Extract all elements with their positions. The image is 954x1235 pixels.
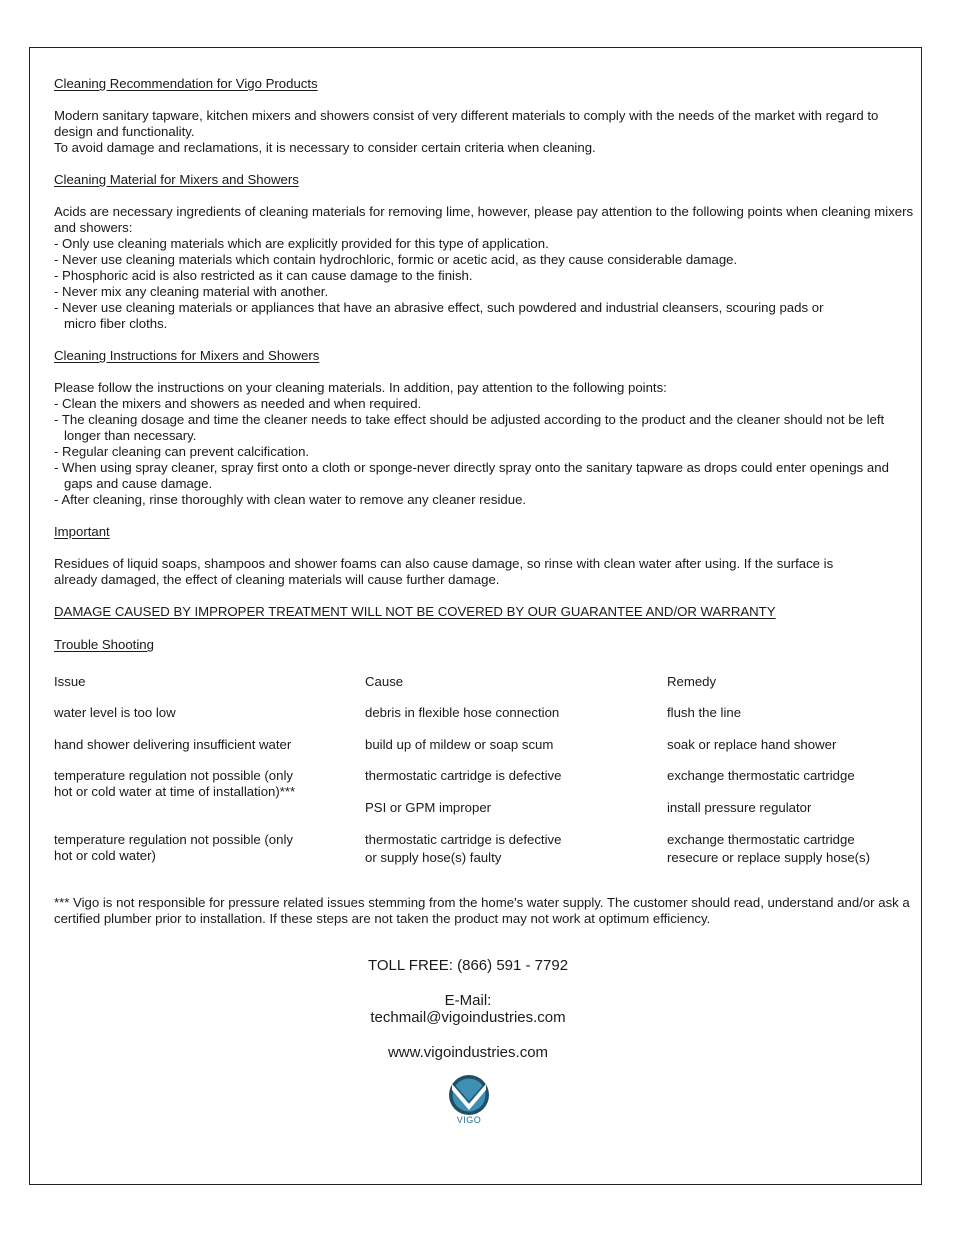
material-item: - Never use cleaning materials which contain hydrochloric, formic or acetic acid, as they cause considerable damage.	[54, 252, 738, 267]
row-cause: thermostatic cartridge is defective	[365, 768, 562, 783]
intro-paragraph-1: Modern sanitary tapware, kitchen mixers and showers consist of very different materials to comply with the needs of the market with regard to design and functionality.	[54, 108, 879, 139]
row-issue: water level is too low	[54, 705, 176, 720]
important-heading: Important	[54, 524, 110, 539]
page-title: Cleaning Recommendation for Vigo Products	[54, 76, 318, 91]
important-text: Residues of liquid soaps, shampoos and shower foams can also cause damage, so rinse with clean water after using. If the surface is already damaged, the effect of cleaning materials will cause further damage.	[54, 556, 834, 587]
material-item: - Phosphoric acid is also restricted as it can cause damage to the finish.	[54, 268, 473, 283]
material-item: - Never mix any cleaning material with another.	[54, 284, 329, 299]
row-remedy-secondary: resecure or replace supply hose(s)	[667, 850, 871, 865]
header-issue: Issue	[54, 674, 86, 689]
instruction-item: - When using spray cleaner, spray first onto a cloth or sponge-never directly spray onto the sanitary tapware as drops could enter openings and gaps and cause damage.	[54, 460, 889, 491]
website-link[interactable]: www.vigoindustries.com	[387, 1044, 549, 1061]
row-issue: temperature regulation not possible (only hot or cold water at time of installation)***	[54, 768, 296, 799]
email-label: E-Mail:	[444, 992, 492, 1009]
row-cause-secondary: or supply hose(s) faulty	[365, 850, 502, 865]
row-cause-secondary: PSI or GPM improper	[365, 800, 492, 815]
document-body	[54, 76, 914, 620]
warranty-notice: DAMAGE CAUSED BY IMPROPER TREATMENT WILL NOT BE COVERED BY OUR GUARANTEE AND/OR WARRANTY	[54, 604, 776, 619]
material-intro: Acids are necessary ingredients of cleaning materials for removing lime, however, please pay attention to the following points when cleaning mixers and showers:	[54, 204, 914, 235]
instruction-item: - After cleaning, rinse thoroughly with clean water to remove any cleaner residue.	[54, 492, 527, 507]
instruction-item: - Clean the mixers and showers as needed and when required.	[54, 396, 422, 411]
row-remedy: exchange thermostatic cartridge	[667, 832, 855, 847]
row-cause: debris in flexible hose connection	[365, 705, 560, 720]
material-item: - Only use cleaning materials which are explicitly provided for this type of application.	[54, 236, 549, 251]
footnote	[54, 895, 914, 927]
instruction-item: - The cleaning dosage and time the cleaner needs to take effect should be adjusted according to the product and the cleaner should not be left longer than necessary.	[54, 412, 885, 443]
instructions-heading: Cleaning Instructions for Mixers and Showers	[54, 348, 320, 363]
instructions-intro: Please follow the instructions on your cleaning materials. In addition, pay attention to the following points:	[54, 380, 667, 395]
email-address[interactable]: techmail@vigoindustries.com	[370, 1009, 566, 1026]
toll-free-number: TOLL FREE: (866) 591 - 7792	[367, 957, 569, 974]
intro-paragraph-2: To avoid damage and reclamations, it is necessary to consider certain criteria when cleaning.	[54, 140, 596, 155]
trouble-shooting-section	[54, 637, 914, 653]
trouble-shooting-heading: Trouble Shooting	[54, 637, 154, 652]
row-issue: temperature regulation not possible (only hot or cold water)	[54, 832, 293, 863]
vigo-logo	[446, 1074, 492, 1130]
row-remedy: exchange thermostatic cartridge	[667, 768, 855, 783]
row-issue: hand shower delivering insufficient water	[54, 737, 292, 752]
header-remedy: Remedy	[667, 674, 717, 689]
material-heading: Cleaning Material for Mixers and Showers	[54, 172, 299, 187]
vigo-logo-text: VIGO	[456, 1115, 482, 1125]
instruction-item: - Regular cleaning can prevent calcification.	[54, 444, 310, 459]
header-cause: Cause	[365, 674, 404, 689]
row-remedy: flush the line	[667, 705, 742, 720]
footnote-text: *** Vigo is not responsible for pressure related issues stemming from the home's water supply. The customer should read, understand and/or ask a certified plumber prior to installation. If these steps are not taken the product may not work at optimum efficiency.	[54, 895, 910, 926]
material-item: - Never use cleaning materials or appliances that have an abrasive effect, such powdered and industrial cleansers, scouring pads or micro fiber cloths.	[54, 300, 824, 331]
row-cause: thermostatic cartridge is defective	[365, 832, 562, 847]
row-remedy-secondary: install pressure regulator	[667, 800, 812, 815]
row-cause: build up of mildew or soap scum	[365, 737, 554, 752]
row-remedy: soak or replace hand shower	[667, 737, 837, 752]
